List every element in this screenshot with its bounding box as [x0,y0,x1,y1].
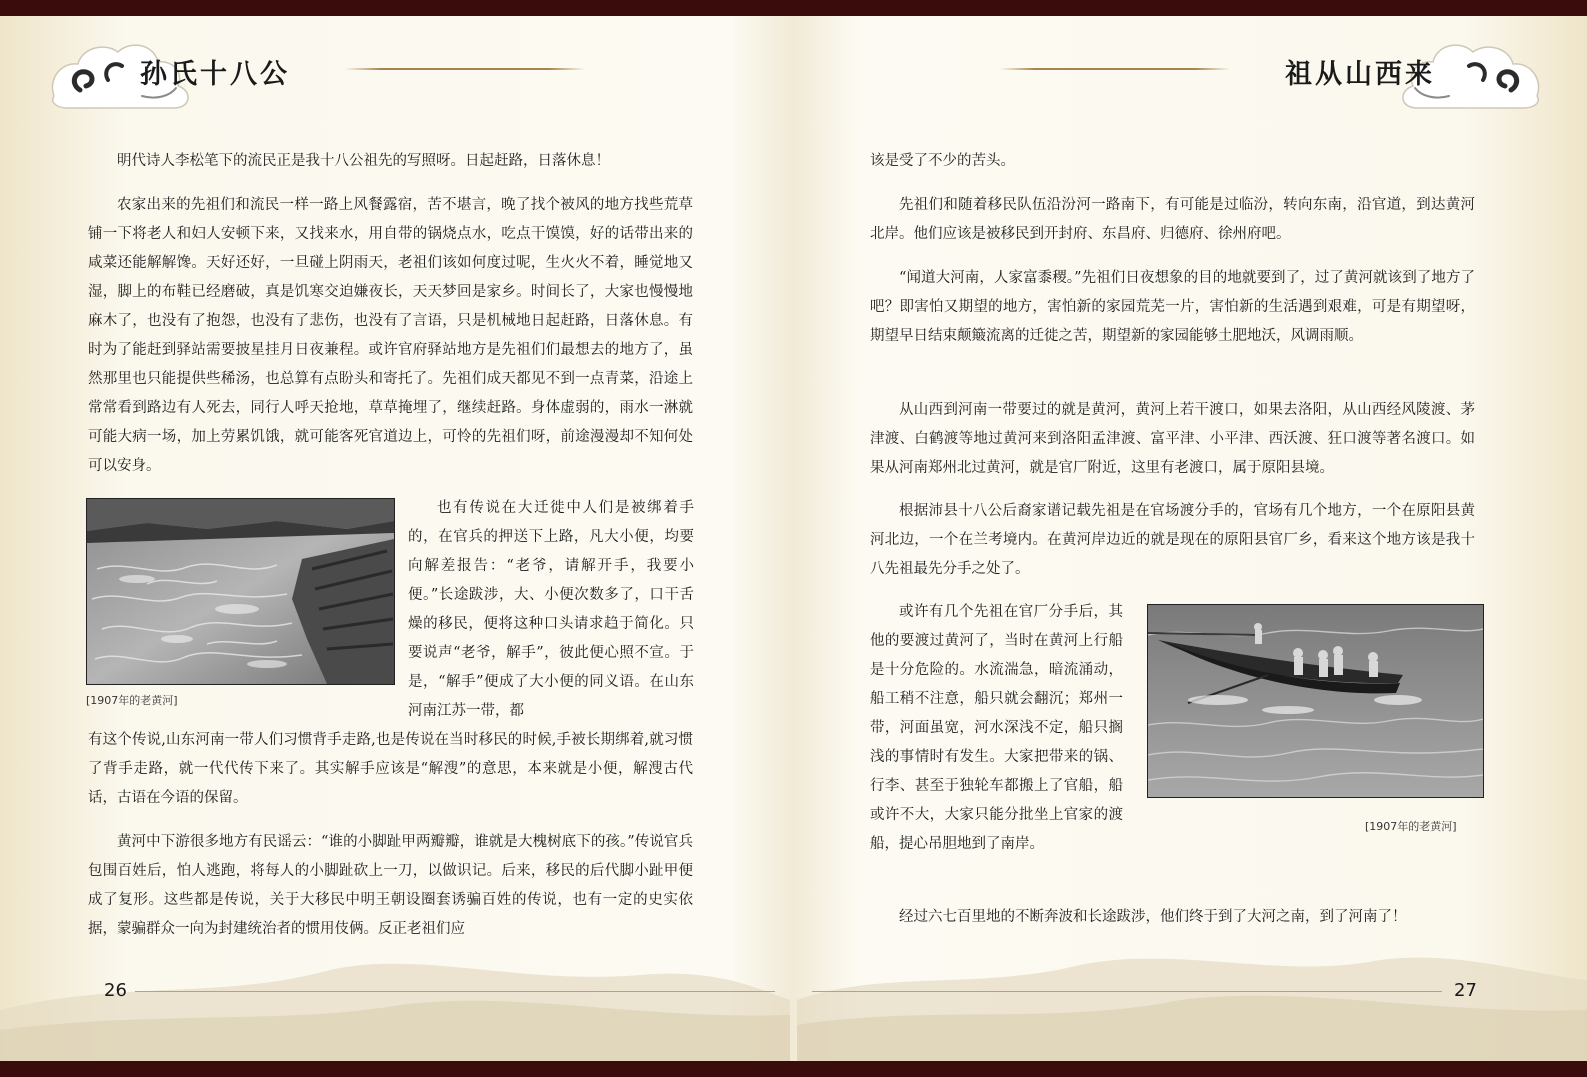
right-page-header-title: 祖从山西来 [1285,59,1435,90]
left-photo-caption: [1907年的老黄河] [86,694,178,707]
top-frame-bar [0,0,1587,16]
right-paragraph-4: 从山西到河南一带要过的就是黄河，黄河上若干渡口，如果去洛阳，从山西经风陵渡、茅津渡、白鹤渡等地过黄河来到洛阳孟津渡、富平津、小平津、西沃渡、狂口渡等著名渡口。如果从河南郑州北过黄河，就是官厂附近，这里有老渡口，属于原阳县境。 [870,402,1475,476]
old-yellow-river-photo-left [86,498,395,685]
left-paragraph-4: 黄河中下游很多地方有民谣云：“谁的小脚趾甲两瓣瓣，谁就是大槐树底下的孩。”传说官兵包围百姓后，怕人逃跑，将每人的小脚趾砍上一刀，以做识记。后来，移民的后代脚小趾甲便成了复形。这些都是传说，关于大移民中明王朝设圈套诱骗百姓的传说，也有一定的史实依据，蒙骗群众一向为封建统治者的惯用伎俩。反正老祖们应 [88,834,693,937]
bottom-frame-bar [0,1061,1587,1077]
left-paragraph-1: 明代诗人李松笔下的流民正是我十八公祖先的写照呀。日起赶路，日落休息！ [117,153,610,169]
right-photo-caption: [1907年的老黄河] [1365,820,1457,833]
right-paragraph-6: 或许有几个先祖在官厂分手后，其他的要渡过黄河了，当时在黄河上行船是十分危险的。水流湍急，暗流涌动，船工稍不注意，船只就会翻沉；郑州一带，河面虽宽，河水深浅不定，船只搁浅的事情时有发生。大家把带来的锅、行李、甚至于独轮车都搬上了官船，船或许不大，大家只能分批坐上官家的渡船，提心吊胆地到了南岸。 [870,604,1123,852]
right-paragraph-5: 根据沛县十八公后裔家谱记载先祖是在官场渡分手的，官场有几个地方，一个在原阳县黄河北边，一个在兰考境内。在黄河岸边近的就是现在的原阳县官厂乡，看来这个地方该是我十八先祖最先分手之处了。 [870,503,1475,577]
left-paragraph-3-cont: 有这个传说,山东河南一带人们习惯背手走路,也是传说在当时移民的时候,手被长期绑着,就习惯了背手走路，就一代代传下来了。其实解手应该是“解溲”的意思，本来就是小便，解溲古代话，古语在今语的保留。 [88,732,693,806]
left-page-header-title: 孙氏十八公 [140,59,290,90]
old-yellow-river-photo-right [1147,604,1484,798]
mountain-watermark [0,930,1587,1061]
right-page-number: 27 [1454,980,1477,1001]
left-paragraph-3-wrap: 也有传说在大迁徙中人们是被绑着手的，在官兵的押送下上路，凡大小便，均要向解差报告：“老爷，请解开手，我要小便。”长途跋涉，大、小便次数多了，口干舌燥的移民，便将这种口头请求趋于简化。只要说声“老爷，解手”，彼此便心照不宣。于是，“解手”便成了大小便的同义语。在山东河南江苏一带，都 [408,500,694,719]
right-footer-rule [812,991,1442,992]
right-paragraph-1: 该是受了不少的苦头。 [870,153,1015,169]
left-page-number: 26 [104,980,127,1001]
left-header-rule [345,68,585,70]
left-paragraph-2: 农家出来的先祖们和流民一样一路上风餐露宿，苦不堪言，晚了找个被风的地方找些荒草铺一下将老人和妇人安顿下来，又找来水，用自带的锅烧点水，吃点干馍馍，好的话带出来的咸菜还能解解馋。天好还好，一旦碰上阴雨天，老祖们该如何度过呢，生火火不着，睡觉地又湿，脚上的布鞋已经磨破，真是饥寒交迫嫌夜长，天天梦回是家乡。时间长了，大家也慢慢地麻木了，也没有了抱怨，也没有了悲伤，也没有了言语，只是机械地日起赶路，日落休息。有时为了能赶到驿站需要披星挂月日夜兼程。或许官府驿站地方是先祖们们最想去的地方了，虽然那里也只能提供些稀汤，也总算有点盼头和寄托了。先祖们成天都见不到一点青菜，沿途上常常看到路边有人死去，同行人呼天抢地，草草掩埋了，继续赶路。身体虚弱的，雨水一淋就可能大病一场，加上劳累饥饿，就可能客死官道边上，可怜的先祖们呀，前途漫漫却不知何处可以安身。 [88,197,693,474]
left-footer-rule [135,991,775,992]
right-paragraph-7: 经过六七百里地的不断奔波和长途跋涉，他们终于到了大河之南，到了河南了！ [899,909,1407,925]
right-paragraph-3: “闻道大河南，人家富黍稷。”先祖们日夜想象的目的地就要到了，过了黄河就该到了地方了吧？即害怕又期望的地方，害怕新的家园荒芜一片，害怕新的生活遇到艰难，可是有期望呀，期望早日结束颠簸流离的迁徙之苦，期望新的家园能够土肥地沃，风调雨顺。 [870,270,1475,344]
right-header-rule [1000,68,1230,70]
right-paragraph-2: 先祖们和随着移民队伍沿汾河一路南下，有可能是过临汾，转向东南，沿官道，到达黄河北岸。他们应该是被移民到开封府、东昌府、归德府、徐州府吧。 [870,197,1475,242]
